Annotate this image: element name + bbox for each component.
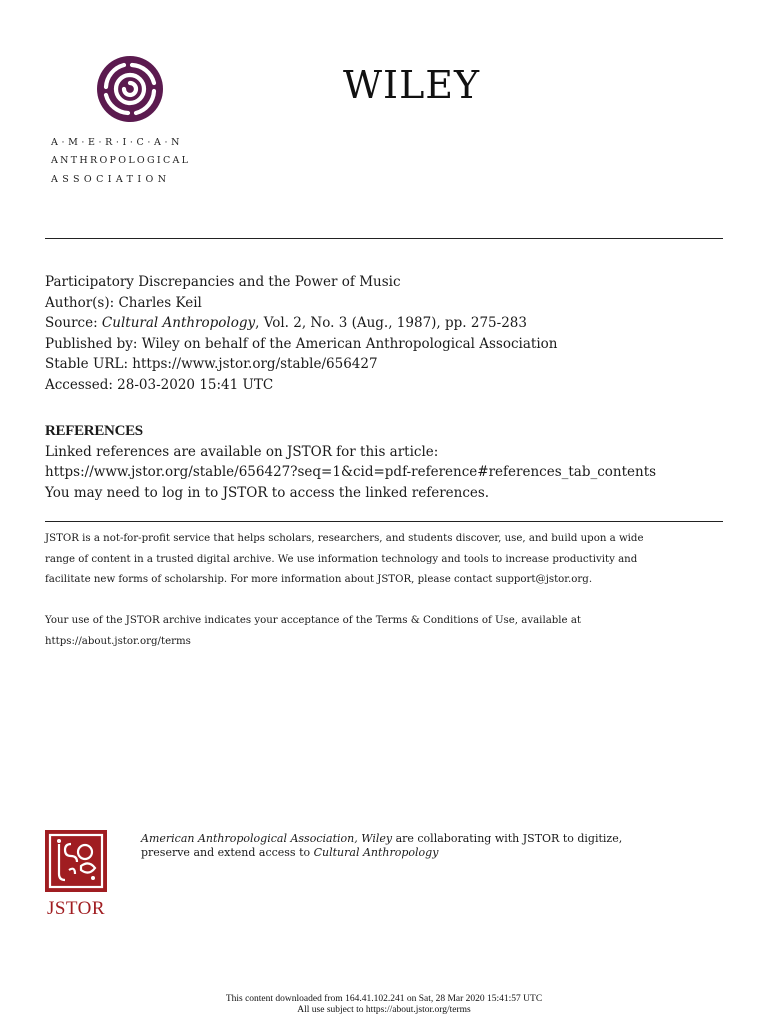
source-journal: Cultural Anthropology xyxy=(101,315,256,331)
jstor-wordmark: JSTOR xyxy=(46,898,106,919)
collaboration-note: American Anthropological Association, Wiley are collaborating with JSTOR to digitize, preserve and extend access to Cultural Anthropology xyxy=(141,832,623,859)
wiley-logo xyxy=(343,63,481,107)
jstor-emblem-icon xyxy=(45,830,107,892)
wiley-wordmark: WILEY xyxy=(343,63,481,107)
aaa-logo-line-american: A·M·E·R·I·C·A·N xyxy=(51,137,184,148)
aaa-logo xyxy=(45,45,213,190)
article-stable-url[interactable]: Stable URL: https://www.jstor.org/stable/656427 xyxy=(45,356,378,372)
jstor-logo xyxy=(45,830,107,920)
article-metadata xyxy=(45,272,557,395)
header-divider xyxy=(45,238,723,239)
aaa-logo-line-anthropological: ANTHROPOLOGICAL xyxy=(51,155,191,166)
article-source: Source: Cultural Anthropology, Vol. 2, No. 3 (Aug., 1987), pp. 275-283 xyxy=(45,315,527,331)
terms-link[interactable]: https://about.jstor.org/terms xyxy=(45,635,191,647)
references-section xyxy=(45,421,656,503)
collab-orgs: American Anthropological Association, Wiley xyxy=(141,832,393,845)
collab-journal: Cultural Anthropology xyxy=(313,846,439,859)
references-url[interactable]: https://www.jstor.org/stable/656427?seq=1&cid=pdf-reference#references_tab_contents xyxy=(45,464,657,480)
references-heading: REFERENCES xyxy=(45,423,143,439)
article-publisher: Published by: Wiley on behalf of the American Anthropological Association xyxy=(45,335,558,352)
footer-download-info: This content downloaded from 164.41.102.241 on Sat, 28 Mar 2020 15:41:57 UTC xyxy=(225,994,543,1004)
aaa-swirl-icon xyxy=(96,55,164,123)
article-accessed: Accessed: 28-03-2020 15:41 UTC xyxy=(45,376,274,393)
article-title: Participatory Discrepancies and the Power of Music xyxy=(45,274,401,290)
references-login-note: You may need to log in to JSTOR to access the linked references. xyxy=(45,484,490,501)
article-authors: Author(s): Charles Keil xyxy=(45,294,202,311)
references-intro: Linked references are available on JSTOR for this article: xyxy=(45,443,439,460)
download-footer xyxy=(0,994,768,1016)
aaa-logo-line-association: ASSOCIATION xyxy=(51,174,171,185)
jstor-notice-paragraph: JSTOR is a not-for-profit service that helps scholars, researchers, and students discover, use, and build upon a wide range of content in a trusted digital archive. We use information technology and tools to increase productivity and facilitate new forms of scholarship. For more information about JSTOR, please contact support@jstor.org. xyxy=(45,533,644,585)
footer-terms: All use subject to https://about.jstor.org/terms xyxy=(297,1005,471,1015)
notice-divider xyxy=(45,521,723,522)
jstor-terms-paragraph: Your use of the JSTOR archive indicates your acceptance of the Terms & Conditions of Use, available at https://about.jstor.org/terms xyxy=(45,611,725,652)
